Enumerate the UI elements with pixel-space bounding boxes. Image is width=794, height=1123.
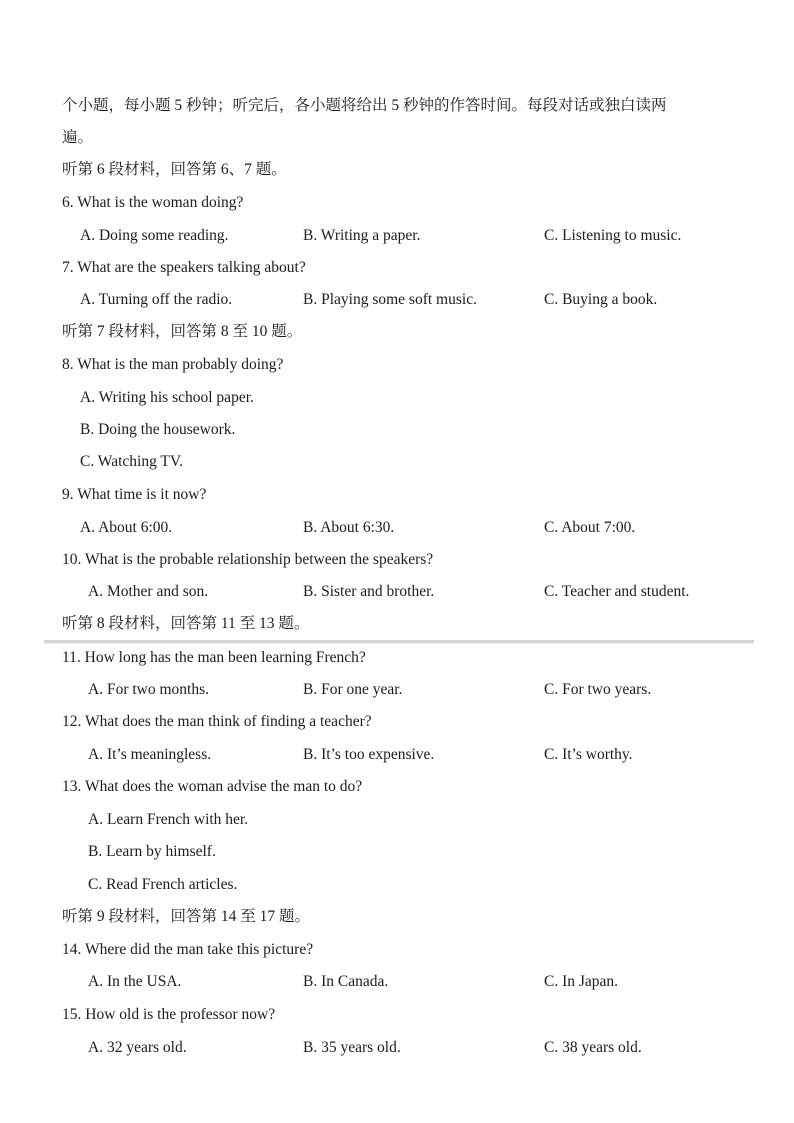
question-stem: 13. What does the woman advise the man to do?	[62, 778, 363, 795]
option-b: B. 35 years old.	[303, 1039, 401, 1056]
option-c: C. It’s worthy.	[544, 746, 633, 763]
option-c: C. Listening to music.	[544, 227, 682, 244]
option-a: A. Turning off the radio.	[80, 291, 233, 308]
option-c: C. Teacher and student.	[544, 583, 690, 600]
option-a: A. In the USA.	[88, 973, 182, 990]
option-a: A. Writing his school paper.	[80, 389, 254, 406]
option-a: A. Mother and son.	[88, 583, 209, 600]
option-c: C. Read French articles.	[88, 876, 238, 893]
option-b: B. Doing the housework.	[80, 421, 236, 438]
option-b: B. Playing some soft music.	[303, 291, 477, 308]
option-c: C. Buying a book.	[544, 291, 658, 308]
question-stem: 10. What is the probable relationship between the speakers?	[62, 551, 434, 568]
option-b: B. In Canada.	[303, 973, 389, 990]
option-b: B. Sister and brother.	[303, 583, 435, 600]
option-a: A. For two months.	[88, 681, 209, 698]
option-a: A. Learn French with her.	[88, 811, 249, 828]
question-stem: 15. How old is the professor now?	[62, 1006, 276, 1023]
instruction-line-2: 遍。	[62, 129, 94, 146]
page-fold-divider	[44, 640, 754, 643]
section-heading: 听第 8 段材料，回答第 11 至 13 题。	[62, 615, 310, 632]
option-a: A. It’s meaningless.	[88, 746, 212, 763]
question-stem: 12. What does the man think of finding a teacher?	[62, 713, 372, 730]
option-b: B. For one year.	[303, 681, 403, 698]
section-heading: 听第 9 段材料，回答第 14 至 17 题。	[62, 908, 311, 925]
option-c: C. For two years.	[544, 681, 652, 698]
question-stem: 7. What are the speakers talking about?	[62, 259, 306, 276]
instruction-line-1: 个小题，每小题 5 秒钟；听完后，各小题将给出 5 秒钟的作答时间。每段对话或独白读两	[62, 97, 667, 114]
question-stem: 14. Where did the man take this picture?	[62, 941, 314, 958]
option-b: B. Learn by himself.	[88, 843, 216, 860]
question-stem: 9. What time is it now?	[62, 486, 207, 503]
question-stem: 11. How long has the man been learning French?	[62, 649, 366, 666]
option-c: C. Watching TV.	[80, 453, 183, 470]
question-stem: 8. What is the man probably doing?	[62, 356, 284, 373]
option-b: B. Writing a paper.	[303, 227, 421, 244]
section-heading: 听第 6 段材料，回答第 6、7 题。	[62, 161, 287, 178]
option-a: A. About 6:00.	[80, 519, 173, 536]
option-c: C. In Japan.	[544, 973, 619, 990]
section-heading: 听第 7 段材料，回答第 8 至 10 题。	[62, 323, 303, 340]
option-c: C. 38 years old.	[544, 1039, 642, 1056]
option-b: B. About 6:30.	[303, 519, 395, 536]
option-b: B. It’s too expensive.	[303, 746, 435, 763]
option-c: C. About 7:00.	[544, 519, 636, 536]
question-stem: 6. What is the woman doing?	[62, 194, 244, 211]
option-a: A. 32 years old.	[88, 1039, 187, 1056]
option-a: A. Doing some reading.	[80, 227, 229, 244]
